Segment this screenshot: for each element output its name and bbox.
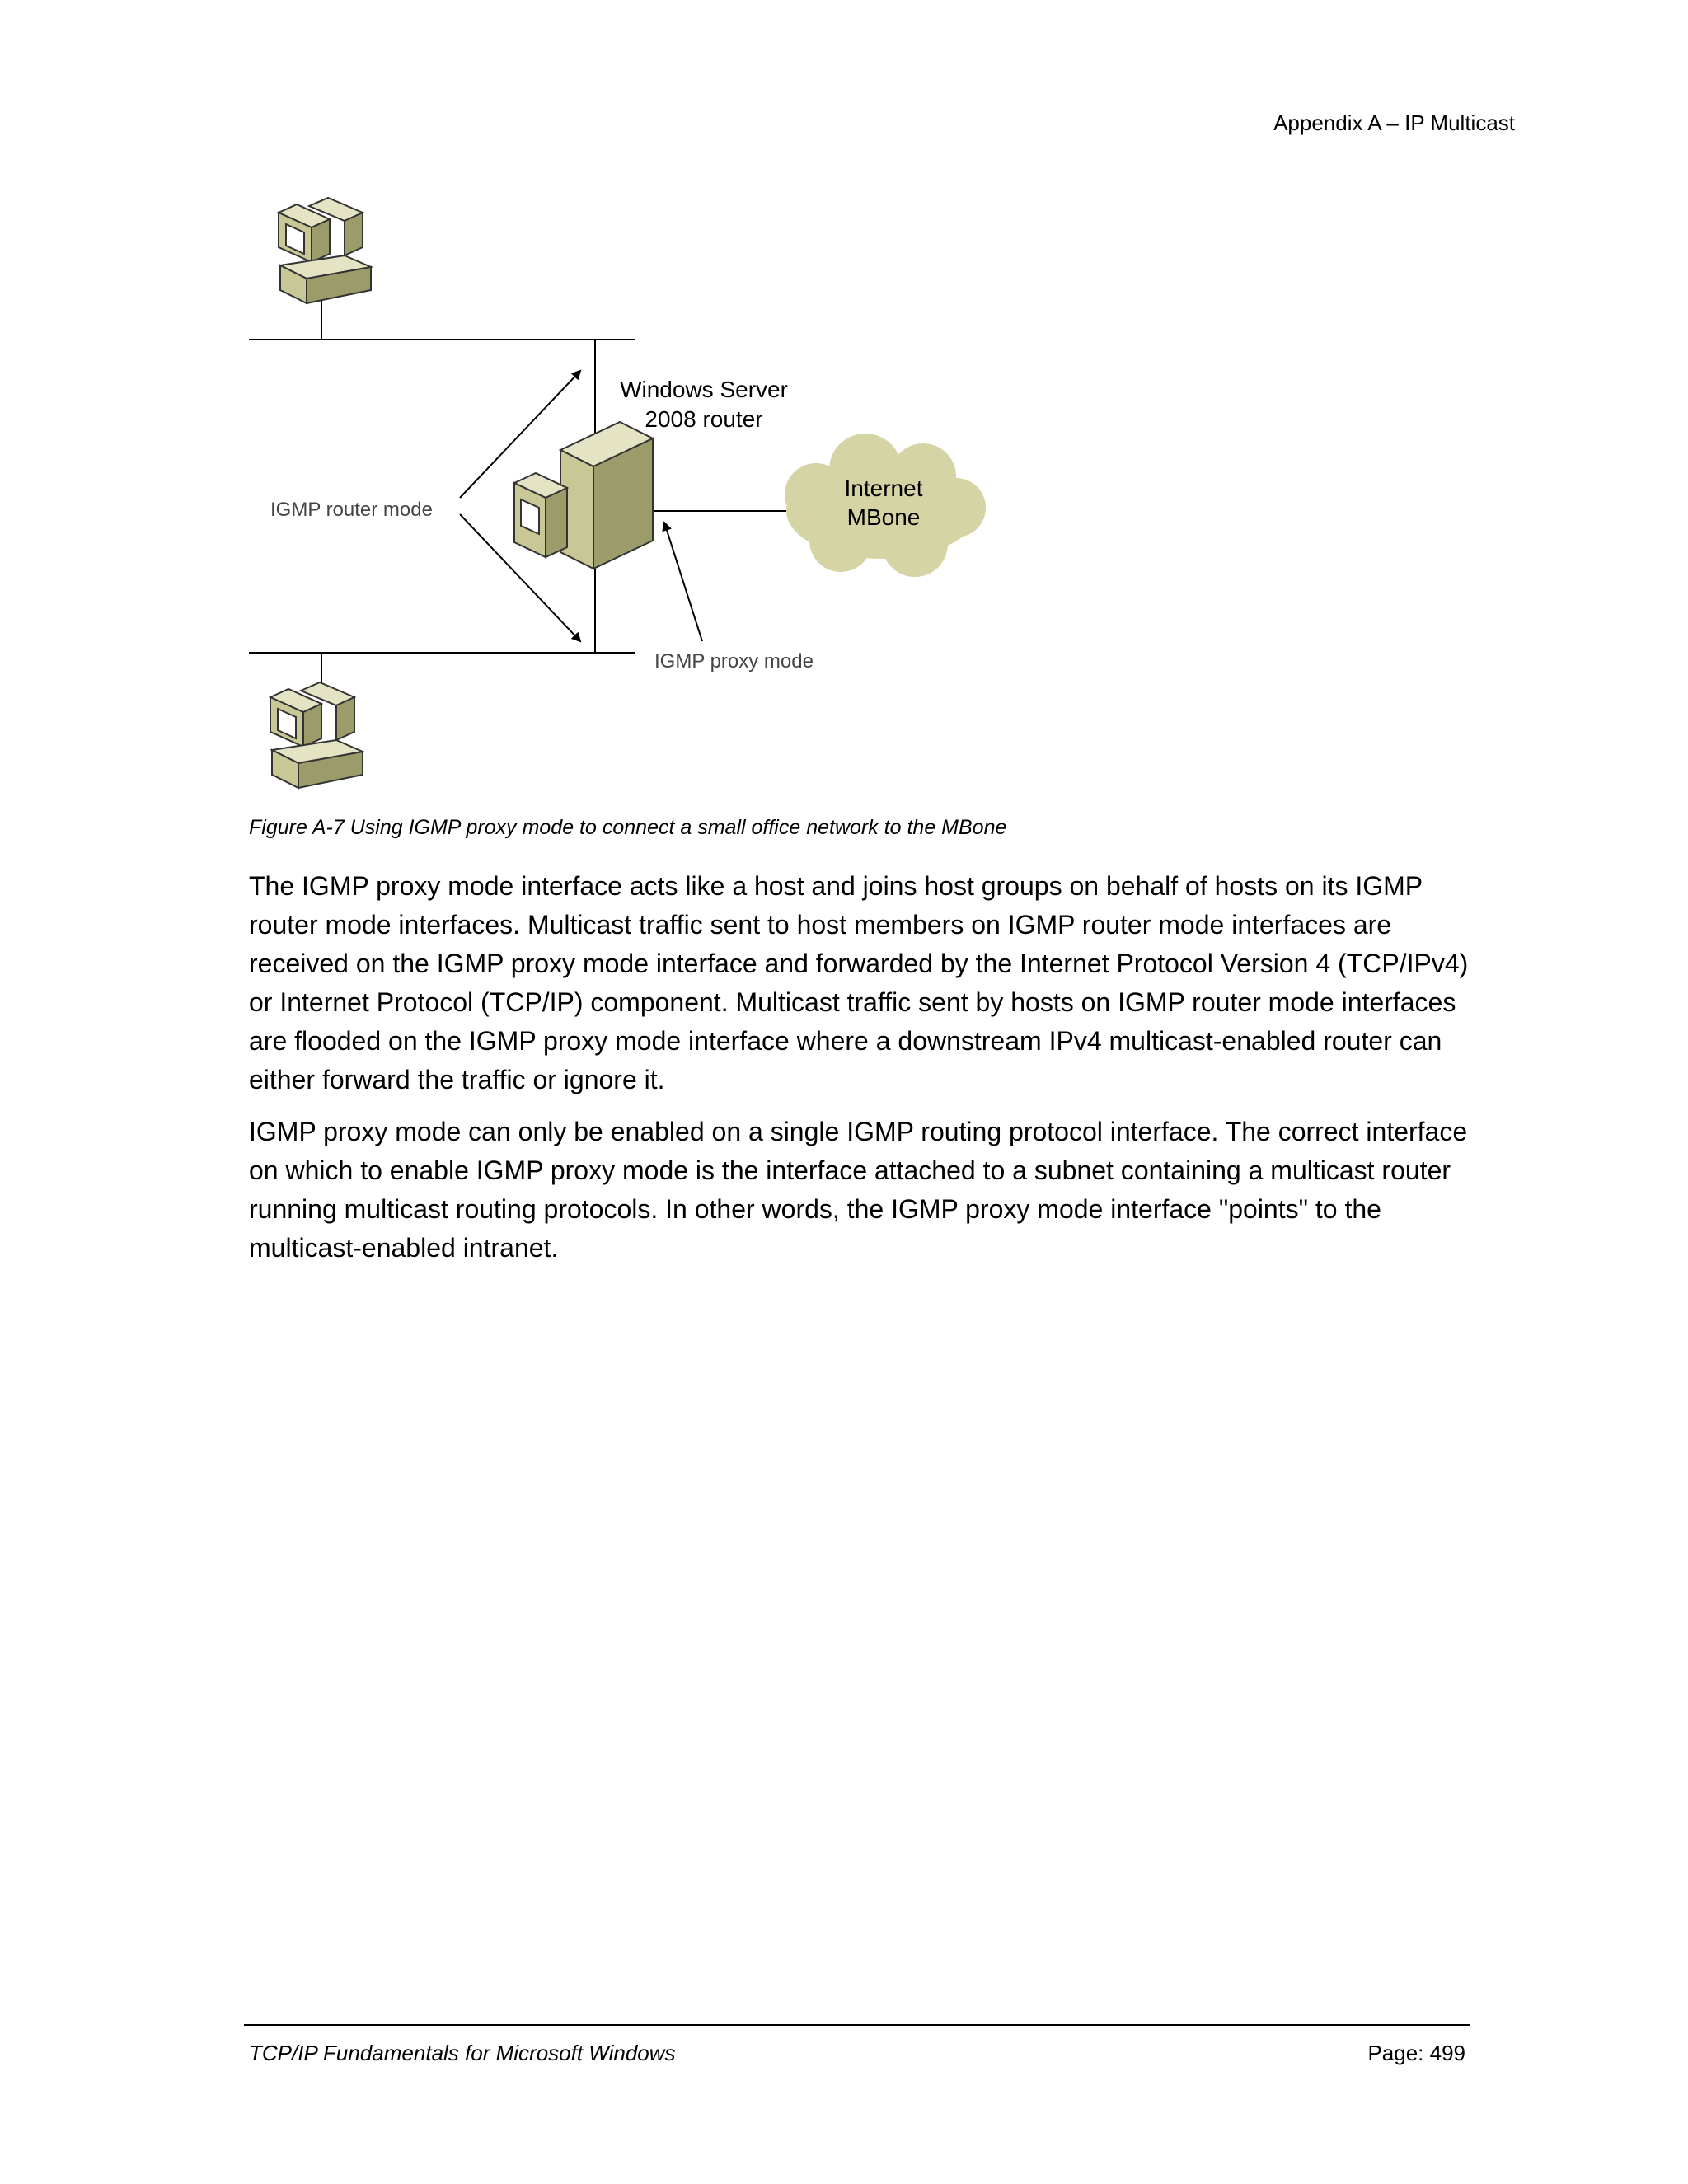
router-mode-label: IGMP router mode	[270, 499, 433, 521]
router-label-line2: 2008 router	[645, 406, 763, 432]
router-server-icon	[514, 422, 653, 569]
body-paragraph-1: The IGMP proxy mode interface acts like a host and joins host groups on behalf of hosts on its IGMP router mode interfaces. Multicast traffic sent to host members on IGMP router mode interfaces are received on the IGMP proxy mode interface and forwarded by the Internet Protocol Version 4 (TCP/IPv4) or Internet Protocol (TCP/IP) component. Multicast traffic sent by hosts on IGMP router mode interfaces are flooded on the IGMP proxy mode interface where a downstream IPv4 multicast-enabled router can either forward the traffic or ignore it.	[249, 871, 1469, 1094]
router-label-line1: Windows Server	[620, 377, 788, 402]
page-header: Appendix A – IP Multicast	[1273, 110, 1515, 135]
top-computer-icon	[279, 198, 371, 303]
cloud-label-line1: Internet	[844, 476, 923, 501]
diagram-svg	[0, 0, 1688, 824]
figure-caption: Figure A-7 Using IGMP proxy mode to connect a small office network to the MBone	[249, 816, 1007, 839]
proxy-mode-arrow	[664, 523, 702, 641]
cloud-label-line2: MBone	[846, 504, 921, 530]
footer-book-title: TCP/IP Fundamentals for Microsoft Windows	[249, 2041, 676, 2065]
footer-page-number: Page: 499	[1367, 2041, 1465, 2065]
body-paragraph-2: IGMP proxy mode can only be enabled on a single IGMP routing protocol interface. The correct interface on which to enable IGMP proxy mode is the interface attached to a subnet containing a multicast router running multicast routing protocols. In other words, the IGMP proxy mode interface "points" to the multicast-enabled intranet.	[249, 1117, 1468, 1263]
proxy-mode-label: IGMP proxy mode	[654, 650, 814, 673]
network-diagram	[0, 0, 1688, 824]
footer-divider	[244, 2024, 1470, 2026]
bottom-computer-icon	[270, 682, 363, 788]
